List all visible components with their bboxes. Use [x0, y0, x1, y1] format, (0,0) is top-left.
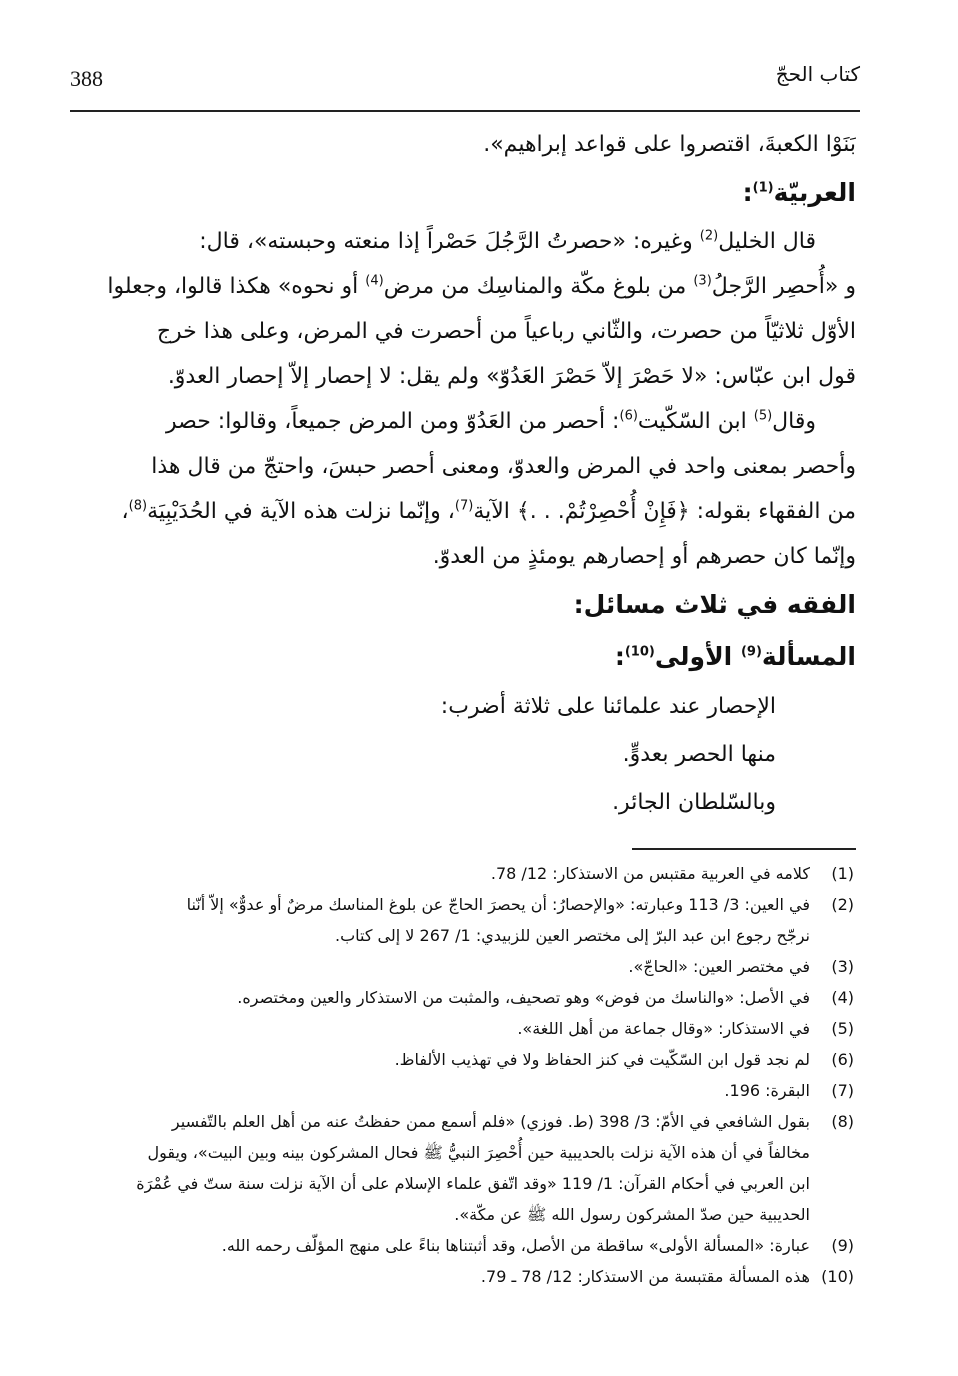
footnotes [72, 858, 854, 1292]
section-heading-masala: المسألة$^{(9)}$ الأولى$^{(10)}$: [614, 642, 856, 671]
footnote-line: ابن العربي في أحكام القرآن: 1/ 119 «وقد اتّفق علماء الإسلام على أن الآية نزلت سنة ستّ في عُمْرَة [136, 1174, 810, 1193]
footnote-number: (3) [831, 957, 854, 976]
footnote-number: (1) [831, 864, 854, 883]
footnote-number: (7) [831, 1081, 854, 1100]
list-item: وبالسّلطان الجائر. [612, 790, 776, 815]
footnote-ref[interactable]: (3) [693, 273, 712, 289]
footnote-ref[interactable]: (4) [365, 273, 384, 289]
text-line: بَنَوْا الكعبةَ، اقتصروا على قواعد إبراهيم». [483, 132, 856, 157]
paragraph-line: قول ابن عبّاس: «لا حَصْرَ إلاّ حَصْرَ العَدُوّ» ولم يقل: لا إحصار إلاّ إحصار العدوّ. [167, 364, 856, 389]
list-intro: الإحصار عند علمائنا على ثلاثة أضرب: [440, 694, 776, 719]
paragraph-line: من الفقهاء بقوله: ﴿فَإِنْ أُحْصِرْتُمْ. . .﴾ الآية$^{(7)}$، وإنّما نزلت هذه الآية في الحُدَيْبِيَة$^{(8)}$، [121, 498, 856, 524]
footnote-number: (9) [831, 1236, 854, 1255]
footnote-item [72, 1261, 854, 1292]
footnote-ref[interactable]: (7) [454, 498, 474, 514]
section-heading-arabiyya: العربيّة$^{(1)}$: [742, 178, 856, 207]
footnote-item [72, 951, 854, 982]
footnote-item [72, 889, 854, 951]
footnote-line: البقرة: 196. [724, 1081, 810, 1100]
footnote-ref[interactable]: (6) [619, 408, 638, 424]
footnote-line: مخالفاً في أن هذه الآية نزلت بالحديبية حين أُحْصِرَ النبيُّ ﷺ فحال المشركون بينه وبين البيت»، ويقول [147, 1143, 810, 1162]
footnote-number: (4) [831, 988, 854, 1007]
footnote-line: هذه المسألة مقتبسة من الاستذكار: 12/ 78 ـ 79. [480, 1267, 810, 1286]
footnote-item [72, 1075, 854, 1106]
paragraph-line: قال الخليل$^{(2)}$ وغيره: «حصرتُ الرَّجُلَ حَصْراً إذا منعته وحبسته»، قال: [199, 228, 816, 254]
footnote-ref[interactable]: (10) [624, 644, 655, 660]
indented-list [72, 683, 856, 827]
footnote-line: عبارة: «المسألة الأولى» ساقطة من الأصل، وقد أثبتناها بناءً على منهج المؤلّف رحمه الله. [221, 1236, 810, 1255]
footnote-text [72, 1044, 810, 1075]
paragraph-line: وأحصر بمعنى واحد في المرض والعدوّ، ومعنى أحصر حبسَ، واحتجّ من قال هذا [151, 454, 856, 479]
footnote-number: (6) [831, 1050, 854, 1069]
header-rule [70, 110, 860, 112]
footnote-line: في العين: 3/ 113 وعبارته: «والإحصارُ: أن يحصرَ الحاجّ عن بلوغ المناسك مرضٌ أو عدوٌّ» إلاّ أنّنا [186, 895, 810, 914]
footnote-text [72, 1261, 810, 1292]
footnote-rule [632, 848, 856, 850]
footnote-line: في الاستذكار: «وقال جماعة من أهل اللغة». [517, 1019, 810, 1038]
footnote-number: (8) [831, 1112, 854, 1131]
footnote-number: (2) [831, 895, 854, 914]
footnote-ref[interactable]: (1) [752, 180, 774, 196]
footnote-text [72, 858, 810, 889]
footnote-line: لم نجد قول ابن السّكّيت في كنز الحفاظ ولا في تهذيب الألفاظ. [394, 1050, 810, 1069]
running-title: كتاب الحجّ [775, 62, 860, 86]
footnote-text [72, 951, 810, 982]
footnote-item [72, 858, 854, 889]
paragraph-line: وإنّما كان حصرهم أو إحصارهم يومئذٍ من العدوّ. [432, 544, 856, 569]
footnote-ref[interactable]: (2) [699, 228, 719, 244]
footnote-line: الحديبية حين صدّ المشركون رسول الله ﷺ عن مكّة». [454, 1205, 810, 1224]
footnote-ref[interactable]: (9) [740, 644, 762, 660]
footnote-line: بقول الشافعي في الأمّ: 3/ 398 (ط. فوزي) «فلم أسمع ممن حفظتُ عنه من أهل العلم بالتّفسير [171, 1112, 810, 1131]
page-header [70, 60, 860, 104]
footnote-text [72, 1230, 810, 1261]
footnote-item [72, 1106, 854, 1230]
main-text [72, 122, 856, 827]
footnote-item [72, 982, 854, 1013]
paragraph-line: الأوّل ثلاثيّاً من حصرت، والثّاني رباعياً من أحصرت في المرض، وعلى هذا خرج [156, 319, 856, 344]
section-heading-fiqh: الفقه في ثلاث مسائل: [573, 590, 856, 619]
list-item: منها الحصر بعدوٍّ. [622, 742, 776, 767]
footnote-text [72, 982, 810, 1013]
footnote-ref[interactable]: (5) [753, 408, 773, 424]
footnote-text [72, 1075, 810, 1106]
paragraph-line: و «أُحصِر الرَّجلُ$^{(3)}$ من بلوغ مكّة والمناسِك من مرض$^{(4)}$ أو نحوه» هكذا قالوا، وجعلوا [107, 273, 856, 299]
paragraph-line: وقال$^{(5)}$ ابن السّكّيت$^{(6)}$: أحصر من العَدُوّ ومن المرض جميعاً، وقالوا: حصر [166, 408, 816, 434]
footnote-item [72, 1230, 854, 1261]
footnote-line: كلامه في العربية مقتبس من الاستذكار: 12/ 78. [490, 864, 810, 883]
footnote-text [72, 889, 810, 951]
footnote-number: (5) [831, 1019, 854, 1038]
footnote-line: في الأصل: «والناسك من فوض» وهو تصحيف، والمثبت من الاستذكار والعين ومختصره. [237, 988, 810, 1007]
footnote-number: (10) [821, 1267, 854, 1286]
footnote-item [72, 1013, 854, 1044]
footnote-line: في مختصر العين: «الحاجّ». [628, 957, 810, 976]
footnote-ref[interactable]: (8) [128, 498, 148, 514]
footnote-line: نرجّح رجوع ابن عبد البرّ إلى مختصر العين للزبيدي: 1/ 267 لا إلى كتاب. [335, 926, 810, 945]
footnote-text [72, 1106, 810, 1230]
footnote-text [72, 1013, 810, 1044]
footnote-item [72, 1044, 854, 1075]
page-number: 388 [70, 66, 103, 91]
